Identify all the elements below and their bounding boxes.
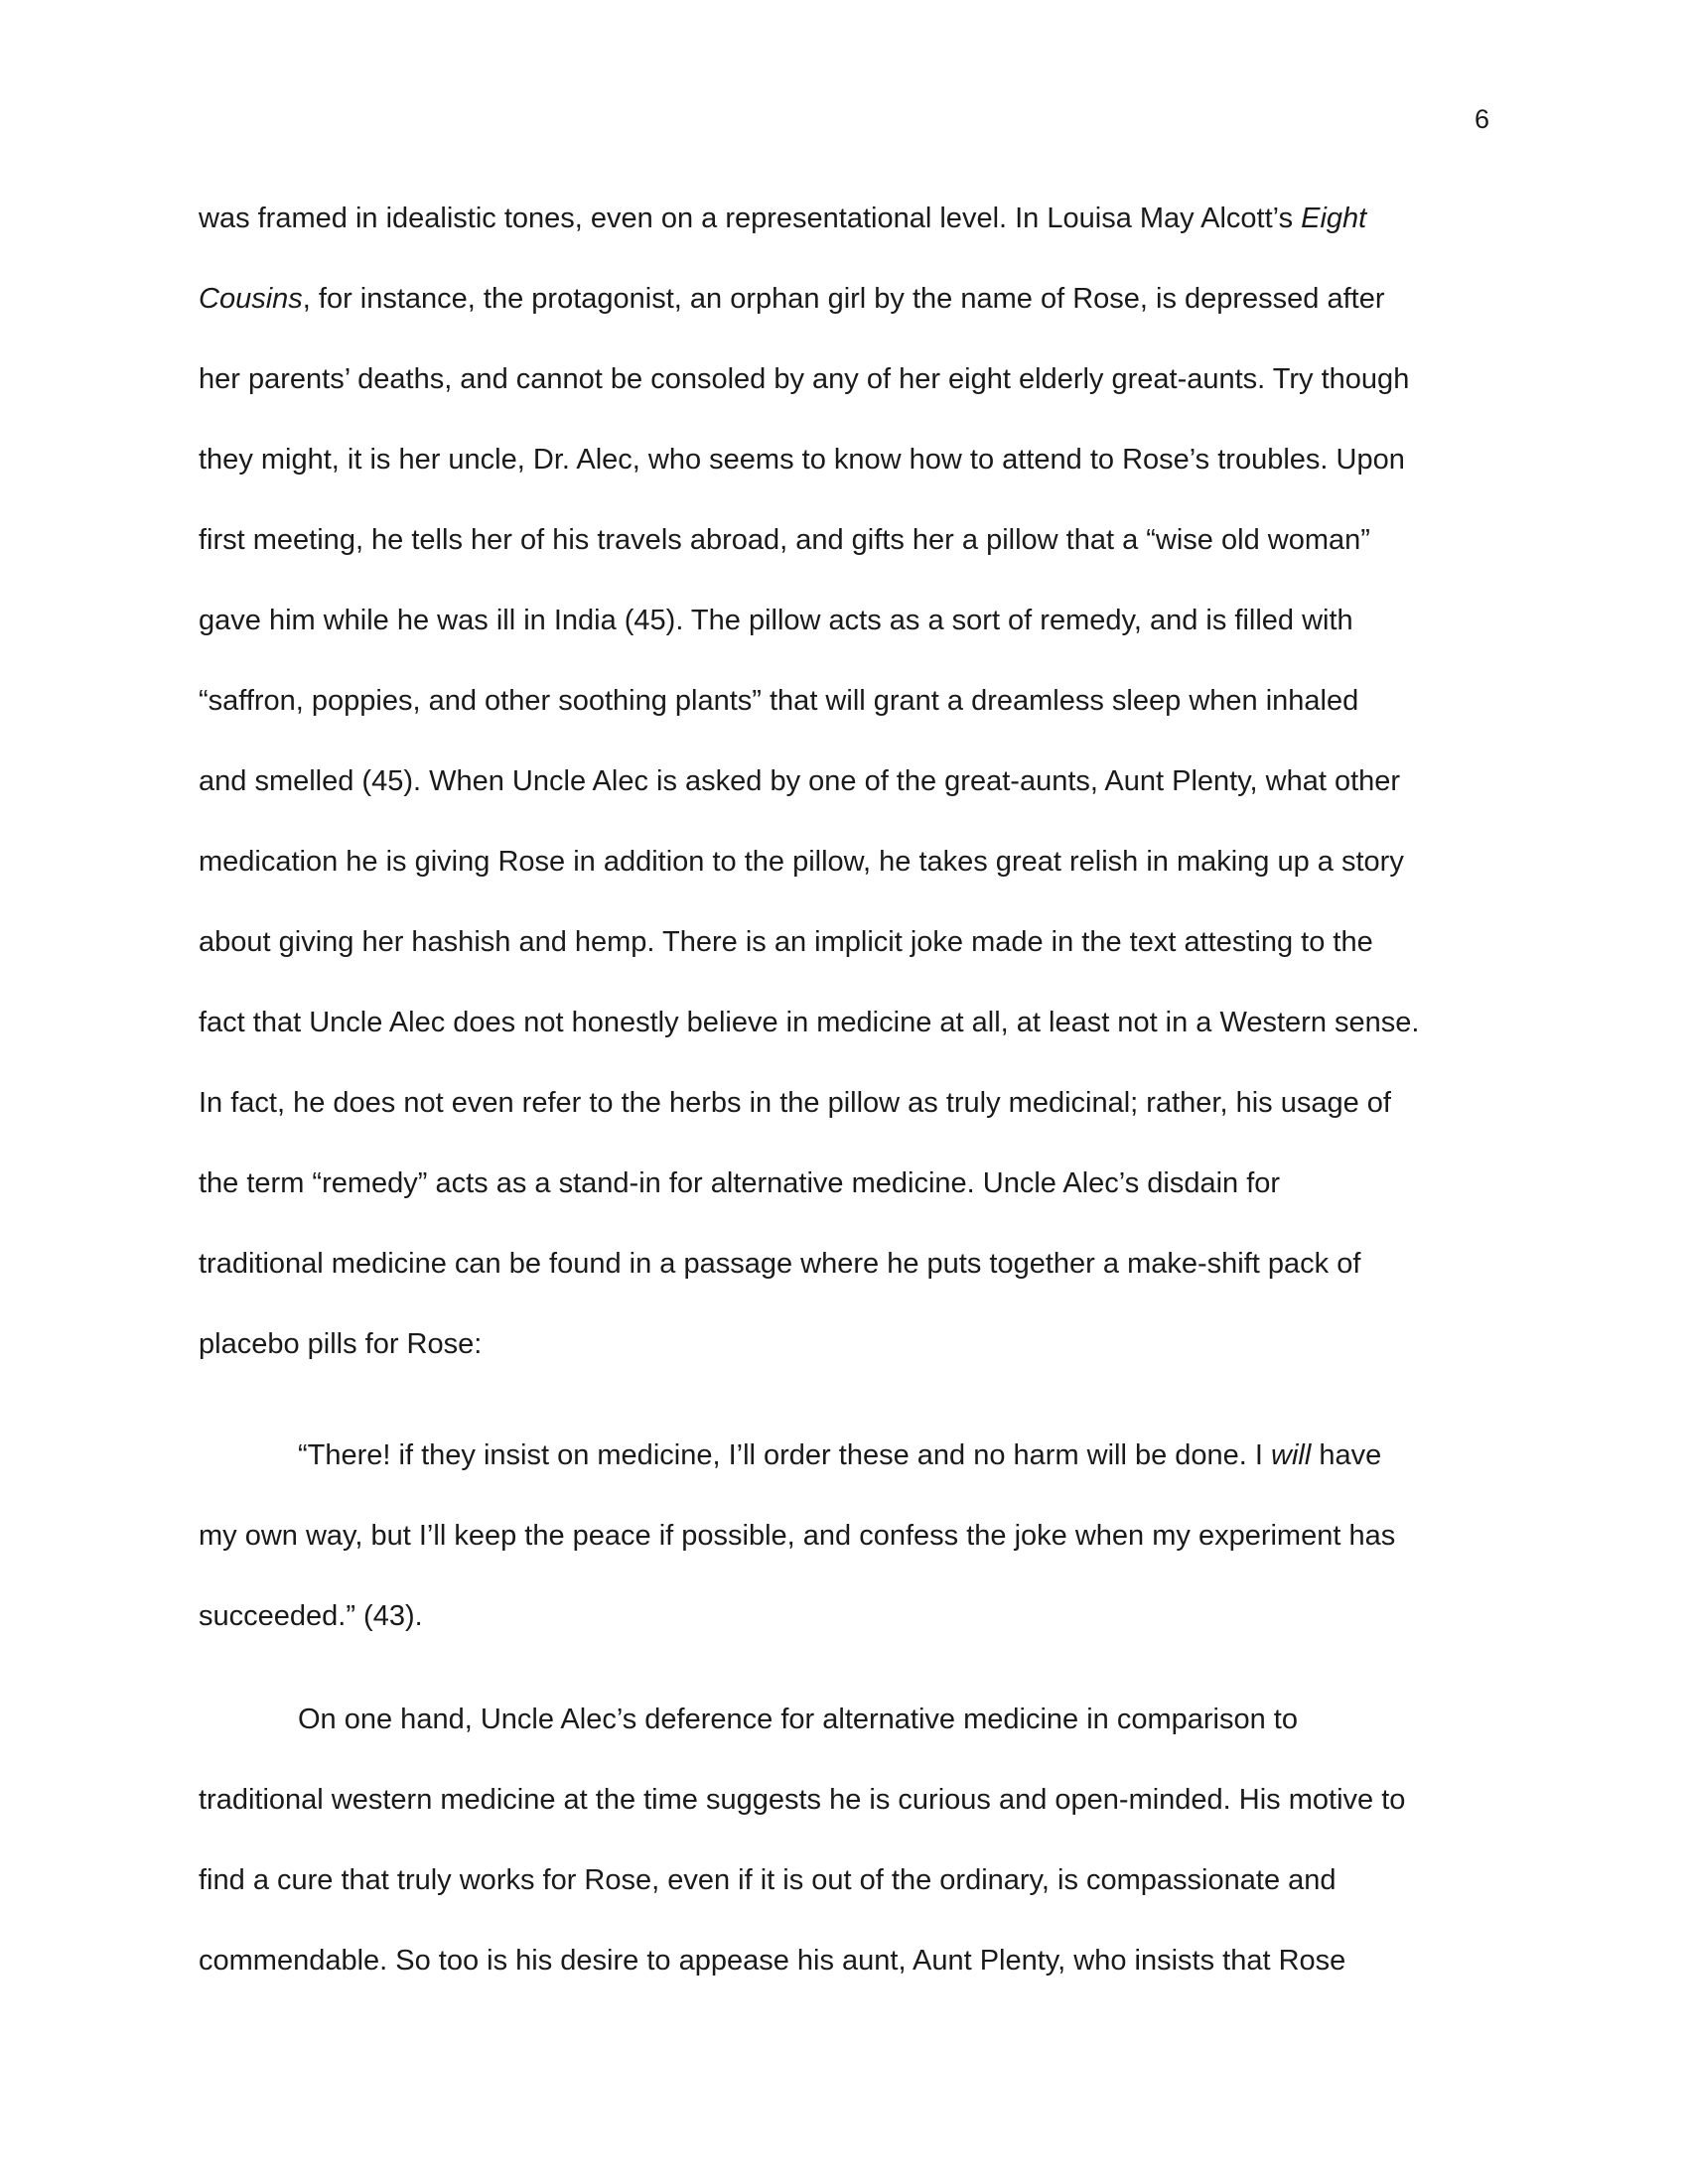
- text-line: fact that Uncle Alec does not honestly believe in medicine at all, at least not in a Western sense.: [199, 1007, 1420, 1038]
- text-line: On one hand, Uncle Alec’s deference for alternative medicine in comparison to: [298, 1704, 1298, 1735]
- text-line: commendable. So too is his desire to appease his aunt, Aunt Plenty, who insists that Rose: [199, 1945, 1346, 1977]
- text-line: Cousins, for instance, the protagonist, an orphan girl by the name of Rose, is depressed after: [199, 283, 1385, 315]
- text-line: and smelled (45). When Uncle Alec is asked by one of the great-aunts, Aunt Plenty, what other: [199, 765, 1401, 797]
- text-line: find a cure that truly works for Rose, even if it is out of the ordinary, is compassionate and: [199, 1864, 1336, 1896]
- text-line: about giving her hashish and hemp. There is an implicit joke made in the text attesting to the: [199, 926, 1373, 958]
- text-line: gave him while he was ill in India (45). The pillow acts as a sort of remedy, and is filled with: [199, 605, 1353, 636]
- page-number: 6: [1474, 104, 1489, 134]
- italic-emphasis: will: [1271, 1439, 1312, 1471]
- text-line: the term “remedy” acts as a stand-in for alternative medicine. Uncle Alec’s disdain for: [199, 1167, 1281, 1199]
- italic-title: Cousins: [199, 283, 303, 315]
- text-line: they might, it is her uncle, Dr. Alec, who seems to know how to attend to Rose’s troubles. Upon: [199, 444, 1405, 476]
- text-line: first meeting, he tells her of his travels abroad, and gifts her a pillow that a “wise old woman”: [199, 524, 1370, 556]
- text-line: her parents’ deaths, and cannot be consoled by any of her eight elderly great-aunts. Try though: [199, 363, 1410, 395]
- text-line: succeeded.” (43).: [199, 1600, 423, 1632]
- text-line: “saffron, poppies, and other soothing plants” that will grant a dreamless sleep when inhaled: [199, 685, 1359, 717]
- text-line: traditional medicine can be found in a passage where he puts together a make-shift pack of: [199, 1248, 1361, 1280]
- text-line: placebo pills for Rose:: [199, 1328, 483, 1360]
- text-line: “There! if they insist on medicine, I’ll order these and no harm will be done. I will have: [298, 1439, 1382, 1471]
- italic-title: Eight: [1301, 203, 1367, 234]
- text-line: In fact, he does not even refer to the herbs in the pillow as truly medicinal; rather, his usage of: [199, 1087, 1391, 1119]
- text-line: traditional western medicine at the time suggests he is curious and open-minded. His motive to: [199, 1784, 1406, 1816]
- text-line: was framed in idealistic tones, even on a representational level. In Louisa May Alcott’s Eight: [199, 203, 1367, 234]
- text-line: medication he is giving Rose in addition to the pillow, he takes great relish in making up a story: [199, 846, 1404, 878]
- text-line: my own way, but I’ll keep the peace if possible, and confess the joke when my experiment has: [199, 1520, 1396, 1552]
